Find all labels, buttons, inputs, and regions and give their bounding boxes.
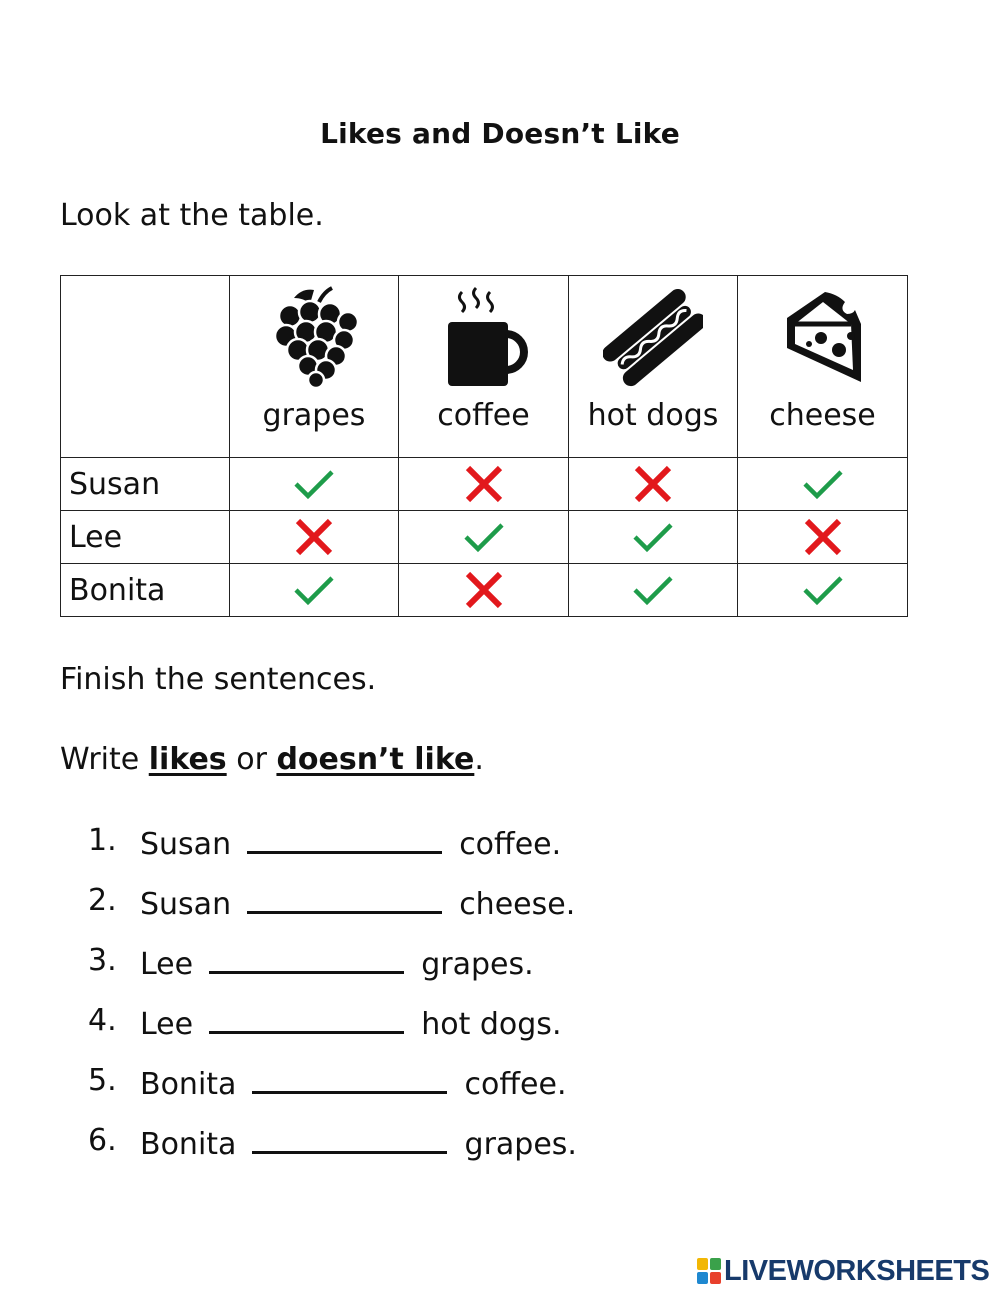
- mark-cell: [569, 511, 738, 564]
- mark-cell: [738, 511, 908, 564]
- table-row: [61, 511, 908, 564]
- food-label-cheese: cheese: [769, 398, 876, 433]
- table-header-row: [61, 276, 908, 458]
- cross-icon: [801, 517, 845, 557]
- intro-instruction: Look at the table.: [60, 198, 324, 233]
- check-icon: [801, 570, 845, 610]
- food-header-hot-dogs: [569, 276, 738, 458]
- answer-blank[interactable]: [247, 883, 442, 914]
- item-number: 3.: [88, 943, 117, 978]
- item-number: 6.: [88, 1123, 117, 1158]
- sentence-subject: Lee: [140, 947, 194, 982]
- answer-blank[interactable]: [209, 1003, 404, 1034]
- mark-cell: [738, 458, 908, 511]
- item-number: 5.: [88, 1063, 117, 1098]
- sentence-subject: Bonita: [140, 1067, 237, 1102]
- answer-blank[interactable]: [209, 943, 404, 974]
- table-row: [61, 564, 908, 617]
- row-name: Lee: [61, 511, 230, 564]
- mark-cell: [569, 564, 738, 617]
- write-suffix: .: [474, 742, 484, 777]
- check-icon: [462, 517, 506, 557]
- mark-cell: [738, 564, 908, 617]
- mark-cell: [399, 511, 569, 564]
- worksheet-title: Likes and Doesn’t Like: [320, 117, 680, 150]
- sentence-object: coffee.: [459, 827, 562, 862]
- mark-cell: [230, 511, 399, 564]
- sentence-subject: Susan: [140, 827, 232, 862]
- sentence-object: grapes.: [421, 947, 534, 982]
- mark-cell: [569, 458, 738, 511]
- check-icon: [631, 570, 675, 610]
- write-middle: or: [226, 742, 277, 777]
- sentence-object: cheese.: [459, 887, 576, 922]
- row-name: Susan: [61, 458, 230, 511]
- row-name: Bonita: [61, 564, 230, 617]
- cross-icon: [462, 570, 506, 610]
- cross-icon: [462, 464, 506, 504]
- check-icon: [292, 464, 336, 504]
- check-icon: [292, 570, 336, 610]
- mark-cell: [230, 564, 399, 617]
- coffee-cup-icon: [434, 284, 534, 388]
- mark-cell: [399, 564, 569, 617]
- cross-icon: [292, 517, 336, 557]
- write-prefix: Write: [60, 742, 149, 777]
- sentence-subject: Susan: [140, 887, 232, 922]
- option-doesnt-like: doesn’t like: [276, 742, 475, 777]
- food-header-coffee: [399, 276, 569, 458]
- food-header-cheese: [738, 276, 908, 458]
- sentence-subject: Bonita: [140, 1127, 237, 1162]
- empty-header-cell: [61, 276, 230, 458]
- liveworksheets-logo-icon: [697, 1258, 721, 1284]
- item-number: 2.: [88, 883, 117, 918]
- sentence-object: coffee.: [464, 1067, 567, 1102]
- food-label-coffee: coffee: [437, 398, 530, 433]
- item-number: 4.: [88, 1003, 117, 1038]
- food-label-hot-dogs: hot dogs: [587, 398, 719, 433]
- food-label-grapes: grapes: [262, 398, 366, 433]
- sentence-subject: Lee: [140, 1007, 194, 1042]
- liveworksheets-logo: [697, 1256, 989, 1286]
- write-instruction: [60, 742, 484, 777]
- answer-blank[interactable]: [247, 823, 442, 854]
- sentence-object: hot dogs.: [421, 1007, 562, 1042]
- table-row: [61, 458, 908, 511]
- check-icon: [801, 464, 845, 504]
- option-likes: likes: [148, 742, 227, 777]
- grapes-icon: [264, 284, 364, 388]
- item-number: 1.: [88, 823, 117, 858]
- mark-cell: [399, 458, 569, 511]
- mark-cell: [230, 458, 399, 511]
- finish-instruction: Finish the sentences.: [60, 662, 377, 697]
- liveworksheets-logo-text: LIVEWORKSHEETS: [724, 1255, 990, 1287]
- food-header-grapes: [230, 276, 399, 458]
- cheese-icon: [773, 284, 873, 388]
- likes-table: [60, 275, 908, 617]
- answer-blank[interactable]: [252, 1123, 447, 1154]
- check-icon: [631, 517, 675, 557]
- sentence-object: grapes.: [464, 1127, 577, 1162]
- answer-blank[interactable]: [252, 1063, 447, 1094]
- cross-icon: [631, 464, 675, 504]
- hot-dog-icon: [603, 284, 703, 388]
